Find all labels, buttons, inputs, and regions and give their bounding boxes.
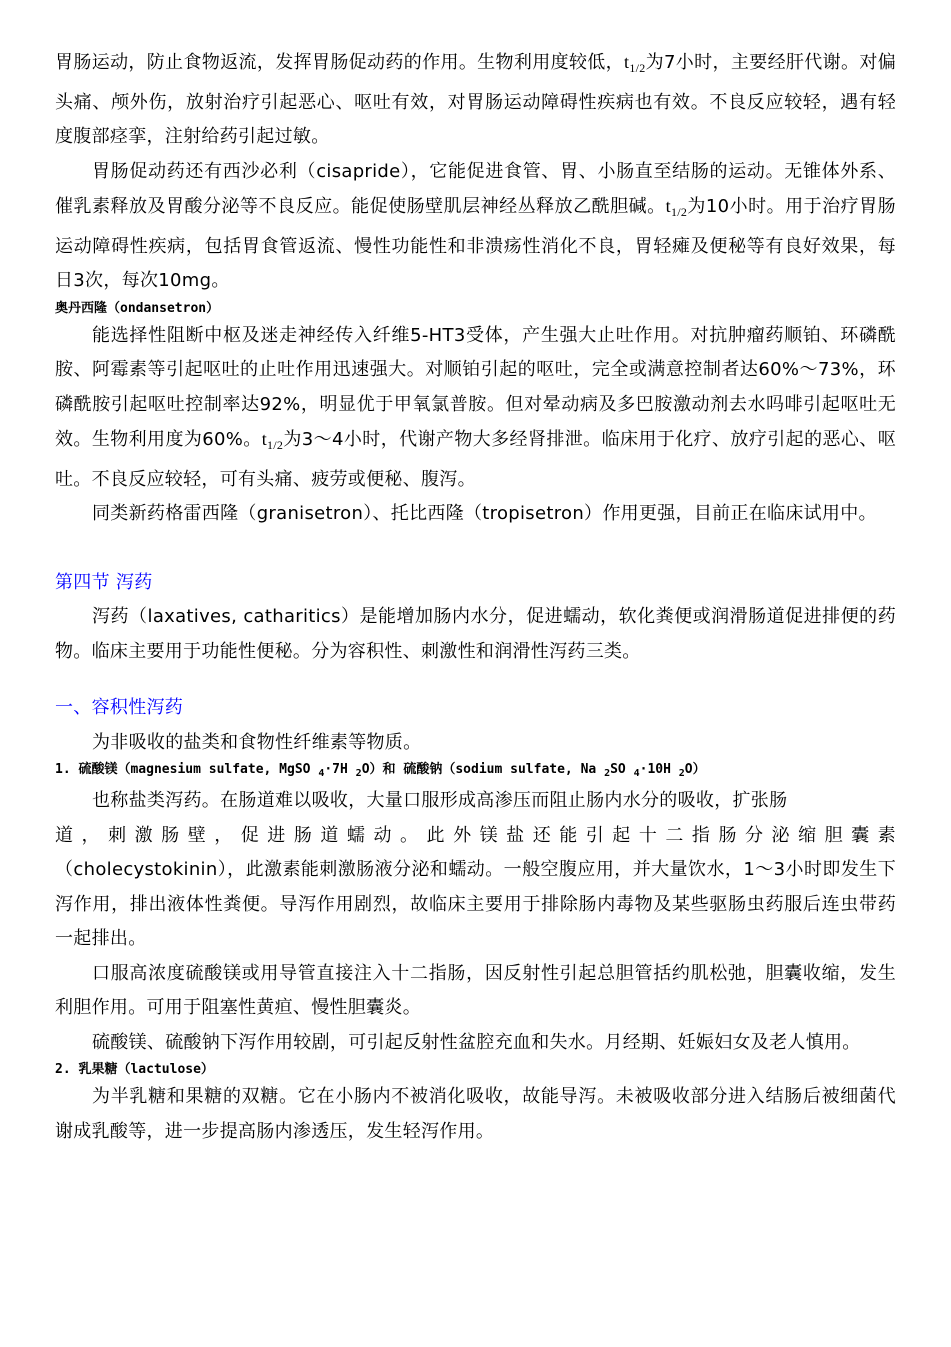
text-run: ·10H: [639, 762, 679, 777]
section-heading: 第四节 泻药: [55, 571, 153, 593]
subscript: 2: [355, 768, 362, 779]
text-run: O）和 硫酸钠（sodium sulfate, Na: [361, 762, 605, 777]
subsection-heading: 一、容积性泻药: [55, 697, 184, 718]
drug-heading-lactulose: 2. 乳果糖（lactulose）: [55, 1062, 214, 1077]
drug-heading-ondansetron: 奥丹西隆（ondansetron）: [55, 300, 220, 316]
text-run: 为10小时。用于治疗胃肠运动障碍性疾病，包括胃食管返流、慢性功能性和非溃疡性消化不良，胃轻瘫及便秘等有良好效果，每日3次，每次10mg。: [55, 196, 896, 291]
text-run: 1. 硫酸镁（magnesium sulfate, MgSO: [55, 762, 319, 777]
text-run: O）: [684, 762, 706, 777]
spacer: [55, 532, 896, 566]
paragraph-line: 道，刺激肠壁，促进肠道蠕动。此外镁盐还能引起十二指肠分泌缩胆囊素: [55, 824, 896, 846]
paragraph-cisapride: [55, 155, 896, 299]
text-run: 为7小时，主要经肝代谢。对偏头痛、颅外伤，放射治疗引起恶心、呕吐有效，对胃肠运动障碍性疾病也有效。不良反应较轻，遇有轻度腹部痉挛，注射给药引起过敏。: [55, 52, 897, 147]
subscript: 2: [678, 768, 685, 779]
paragraph-choleretic: 口服高浓度硫酸镁或用导管直接注入十二指肠，因反射性引起总胆管括约肌松弛，胆囊收缩，发生利胆作用。可用于阻塞性黄疸、慢性胆囊炎。: [55, 962, 896, 1018]
half-life-subscript: 1/2: [670, 205, 688, 219]
text-run: ·7H: [324, 762, 356, 777]
text-run: 胃肠促动药还有西沙必利（cisapride），它能促进食管、胃、小肠直至结肠的运动。无锥体外系、催乳素释放及胃酸分泌等不良反应。能促使肠壁肌层神经丛释放乙酰胆碱。: [55, 160, 896, 217]
paragraph-line: 也称盐类泻药。在肠道难以吸收，大量口服形成高渗压而阻止肠内水分的吸收，扩张肠: [92, 790, 788, 811]
paragraph-saline-laxatives: [55, 784, 896, 957]
text-run: 能选择性阻断中枢及迷走神经传入纤维5-HT3受体，产生强大止吐作用。对抗肿瘤药顺铂、环磷酰胺、阿霉素等引起呕吐的止吐作用迅速强大。对顺铂引起的呕吐，完全或满意控制者达60%～73%，环磷酰胺引起呕吐控制率达92%，明显优于甲氧氯普胺。但对晕动病及多巴胺激动剂去水吗啡引起呕吐无效。生物利用度为60%。: [55, 324, 896, 450]
paragraph-bulk-laxatives: 为非吸收的盐类和食物性纤维素等物质。: [92, 731, 422, 753]
subscript: 4: [318, 768, 325, 779]
paragraph-laxatives-intro: 泻药（laxatives, catharitics）是能增加肠内水分，促进蠕动，软化粪便或润滑肠道促进排便的药物。临床主要用于功能性便秘。分为容积性、刺激性和润滑性泻药三类。: [55, 606, 896, 662]
paragraph-similar-drugs: 同类新药格雷西隆（granisetron）、托比西隆（tropisetron）作用更强，目前正在临床试用中。: [92, 503, 877, 524]
paragraph-line: （cholecystokinin），此激素能刺激肠液分泌和蠕动。一般空腹应用，并大量饮水，1～3小时即发生下泻作用，排出液体性粪便。导泻作用剧烈，故临床主要用于排除肠内毒物及某些驱肠虫药服后连虫带药一起排出。: [55, 859, 896, 949]
half-life-subscript: 1/2: [629, 61, 646, 75]
text-run: 胃肠运动，防止食物返流，发挥胃肠促动药的作用。生物利用度较低，: [55, 52, 625, 73]
text-run: SO: [610, 762, 634, 777]
subscript: 4: [633, 768, 640, 779]
paragraph-lactulose: 为半乳糖和果糖的双糖。它在小肠内不被消化吸收，故能导泻。未被吸收部分进入结肠后被细菌代谢成乳酸等，进一步提高肠内渗透压，发生轻泻作用。: [55, 1086, 896, 1142]
paragraph-metoclopramide-continued: [55, 45, 896, 155]
half-life-symbol: t: [624, 52, 630, 72]
spacer: [55, 669, 896, 691]
half-life-symbol: t: [261, 429, 267, 449]
subscript: 2: [604, 768, 611, 779]
half-life-subscript: 1/2: [267, 438, 284, 452]
half-life-symbol: t: [665, 196, 671, 216]
paragraph-ondansetron: [55, 319, 896, 498]
text-run: 为3～4小时，代谢产物大多经肾排泄。临床用于化疗、放疗引起的恶心、呕吐。不良反应较轻，可有头痛、疲劳或便秘、腹泻。: [55, 429, 896, 490]
drug-heading-magnesium-sulfate: [55, 760, 896, 784]
paragraph-caution: 硫酸镁、硫酸钠下泻作用较剧，可引起反射性盆腔充血和失水。月经期、妊娠妇女及老人慎用。: [92, 1031, 861, 1053]
